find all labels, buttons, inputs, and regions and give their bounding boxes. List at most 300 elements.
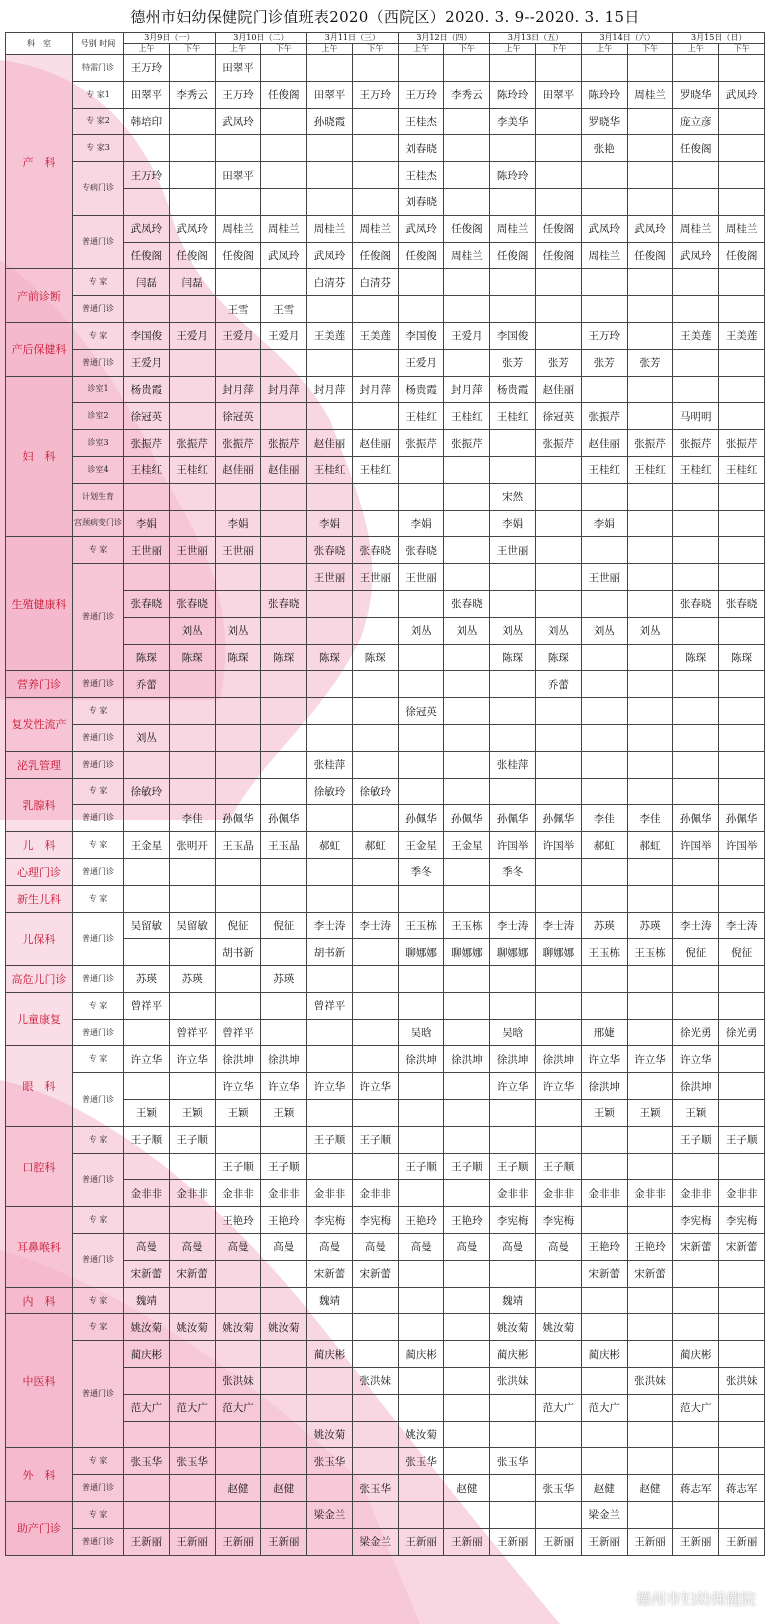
doctor-cell xyxy=(581,1448,627,1475)
doctor-cell xyxy=(719,135,765,162)
doctor-cell: 赵佳丽 xyxy=(307,430,353,457)
doctor-cell xyxy=(124,1207,170,1234)
doctor-cell: 封月萍 xyxy=(307,376,353,403)
doctor-cell xyxy=(124,1368,170,1395)
doctor-cell xyxy=(398,1260,444,1287)
doctor-cell xyxy=(352,590,398,617)
pm-header: 下午 xyxy=(536,44,582,55)
clinic-type: 专 家3 xyxy=(73,135,124,162)
schedule-row xyxy=(6,1502,765,1529)
doctor-cell: 赵佳丽 xyxy=(261,456,307,483)
doctor-cell: 乔蕾 xyxy=(124,671,170,698)
doctor-cell: 金非非 xyxy=(352,1180,398,1207)
doctor-cell xyxy=(627,188,673,215)
doctor-cell: 白清芬 xyxy=(307,269,353,296)
doctor-cell: 王爱月 xyxy=(124,349,170,376)
clinic-type: 专 家2 xyxy=(73,108,124,135)
doctor-cell xyxy=(673,349,719,376)
doctor-cell: 周桂兰 xyxy=(352,215,398,242)
doctor-cell xyxy=(261,135,307,162)
doctor-cell xyxy=(673,617,719,644)
doctor-cell xyxy=(307,1368,353,1395)
doctor-cell xyxy=(490,1126,536,1153)
doctor-cell xyxy=(444,858,490,885)
doctor-cell xyxy=(307,55,353,82)
doctor-cell: 任俊阁 xyxy=(627,242,673,269)
doctor-cell: 王子顺 xyxy=(261,1153,307,1180)
doctor-cell xyxy=(261,483,307,510)
schedule-row xyxy=(6,671,765,698)
doctor-cell: 王子顺 xyxy=(124,1126,170,1153)
day-header: 3月13日（五） xyxy=(490,33,582,44)
doctor-cell: 田翠平 xyxy=(536,81,582,108)
doctor-cell xyxy=(581,1126,627,1153)
doctor-cell: 王金星 xyxy=(124,832,170,859)
doctor-cell xyxy=(719,1314,765,1341)
doctor-cell: 金非非 xyxy=(261,1180,307,1207)
schedule-row xyxy=(6,912,765,939)
doctor-cell xyxy=(490,966,536,993)
department-name: 乳腺科 xyxy=(6,778,73,832)
doctor-cell: 徐洪坤 xyxy=(261,1046,307,1073)
doctor-cell: 高曼 xyxy=(444,1234,490,1261)
doctor-cell xyxy=(673,1421,719,1448)
schedule-row xyxy=(6,805,765,832)
doctor-cell xyxy=(719,537,765,564)
doctor-cell: 周桂兰 xyxy=(673,215,719,242)
department-name: 高危儿门诊 xyxy=(6,966,73,993)
doctor-cell: 邢婕 xyxy=(581,1019,627,1046)
doctor-cell: 王爱月 xyxy=(444,322,490,349)
schedule-row xyxy=(6,269,765,296)
doctor-cell: 吴晗 xyxy=(490,1019,536,1046)
doctor-cell: 陈琛 xyxy=(307,644,353,671)
doctor-cell: 李宪梅 xyxy=(719,1207,765,1234)
doctor-cell: 张春晓 xyxy=(261,590,307,617)
doctor-cell xyxy=(627,564,673,591)
doctor-cell xyxy=(261,939,307,966)
doctor-cell: 张芳 xyxy=(536,349,582,376)
department-name: 口腔科 xyxy=(6,1126,73,1206)
doctor-cell: 罗晓华 xyxy=(673,81,719,108)
doctor-cell xyxy=(719,1448,765,1475)
doctor-cell: 刘丛 xyxy=(627,617,673,644)
doctor-cell xyxy=(215,135,261,162)
doctor-cell xyxy=(215,349,261,376)
doctor-cell xyxy=(352,1314,398,1341)
wechat-icon xyxy=(615,1593,633,1607)
doctor-cell: 王桂红 xyxy=(673,456,719,483)
doctor-cell: 蔺庆彬 xyxy=(581,1341,627,1368)
doctor-cell: 武凤玲 xyxy=(581,215,627,242)
doctor-cell: 王子顺 xyxy=(490,1153,536,1180)
doctor-cell xyxy=(215,751,261,778)
doctor-cell xyxy=(169,1368,215,1395)
doctor-cell: 王子顺 xyxy=(169,1126,215,1153)
schedule-row xyxy=(6,349,765,376)
wechat-watermark xyxy=(615,1588,756,1609)
doctor-cell: 宋新蕾 xyxy=(627,1260,673,1287)
doctor-cell: 王桂红 xyxy=(169,456,215,483)
doctor-cell: 王艳玲 xyxy=(398,1207,444,1234)
doctor-cell xyxy=(627,403,673,430)
doctor-cell xyxy=(536,564,582,591)
doctor-cell xyxy=(627,135,673,162)
doctor-cell xyxy=(124,1421,170,1448)
doctor-cell xyxy=(627,1502,673,1529)
doctor-cell: 李国俊 xyxy=(490,322,536,349)
doctor-cell xyxy=(673,1287,719,1314)
doctor-cell: 曾祥平 xyxy=(215,1019,261,1046)
doctor-cell: 吴留敏 xyxy=(169,912,215,939)
doctor-cell: 李娟 xyxy=(490,510,536,537)
doctor-cell: 赵佳丽 xyxy=(536,376,582,403)
doctor-cell: 金非非 xyxy=(536,1180,582,1207)
doctor-cell xyxy=(719,671,765,698)
doctor-cell: 王艳玲 xyxy=(215,1207,261,1234)
doctor-cell: 刘丛 xyxy=(444,617,490,644)
am-header: 上午 xyxy=(398,44,444,55)
doctor-cell: 陈琛 xyxy=(490,644,536,671)
doctor-cell xyxy=(307,724,353,751)
doctor-cell xyxy=(490,188,536,215)
doctor-cell xyxy=(352,296,398,323)
doctor-cell: 王子顺 xyxy=(398,1153,444,1180)
doctor-cell: 周桂兰 xyxy=(444,242,490,269)
am-header: 上午 xyxy=(307,44,353,55)
doctor-cell: 张洪妹 xyxy=(627,1368,673,1395)
doctor-cell: 周桂兰 xyxy=(719,215,765,242)
doctor-cell: 任俊阁 xyxy=(261,81,307,108)
doctor-cell xyxy=(719,1046,765,1073)
doctor-cell xyxy=(581,966,627,993)
doctor-cell xyxy=(444,188,490,215)
doctor-cell: 杨贵霞 xyxy=(124,376,170,403)
doctor-cell xyxy=(398,1126,444,1153)
doctor-cell: 张洪妹 xyxy=(352,1368,398,1395)
doctor-cell xyxy=(627,1314,673,1341)
type-time-column-header: 号别 时间 xyxy=(73,33,124,55)
doctor-cell: 王美莲 xyxy=(307,322,353,349)
doctor-cell: 李国俊 xyxy=(398,322,444,349)
doctor-cell xyxy=(627,55,673,82)
doctor-cell xyxy=(169,510,215,537)
doctor-cell xyxy=(261,537,307,564)
doctor-cell xyxy=(124,483,170,510)
doctor-cell xyxy=(719,1260,765,1287)
doctor-cell: 刘丛 xyxy=(124,724,170,751)
doctor-cell: 王新丽 xyxy=(169,1528,215,1555)
doctor-cell xyxy=(581,483,627,510)
doctor-cell xyxy=(352,1287,398,1314)
doctor-cell xyxy=(444,751,490,778)
doctor-cell: 王桂杰 xyxy=(398,108,444,135)
doctor-cell: 王艳玲 xyxy=(444,1207,490,1234)
doctor-cell: 闫磊 xyxy=(169,269,215,296)
doctor-cell xyxy=(627,1287,673,1314)
doctor-cell: 陈琛 xyxy=(673,644,719,671)
doctor-cell xyxy=(581,188,627,215)
doctor-cell: 金非非 xyxy=(124,1180,170,1207)
doctor-cell xyxy=(398,483,444,510)
doctor-cell xyxy=(444,55,490,82)
doctor-cell: 田翠平 xyxy=(124,81,170,108)
doctor-cell: 张玉华 xyxy=(124,1448,170,1475)
doctor-cell: 倪征 xyxy=(215,912,261,939)
doctor-cell: 张春晓 xyxy=(169,590,215,617)
doctor-cell xyxy=(673,162,719,189)
doctor-cell xyxy=(444,1368,490,1395)
schedule-row xyxy=(6,1153,765,1180)
day-header: 3月11日（三） xyxy=(307,33,399,44)
clinic-type: 专 家 xyxy=(73,1126,124,1153)
doctor-cell xyxy=(490,1394,536,1421)
doctor-cell xyxy=(444,1073,490,1100)
doctor-cell xyxy=(536,1126,582,1153)
doctor-cell: 田翠平 xyxy=(215,55,261,82)
doctor-cell: 刘丛 xyxy=(215,617,261,644)
doctor-cell: 郝虹 xyxy=(581,832,627,859)
doctor-cell xyxy=(719,403,765,430)
doctor-cell xyxy=(490,1260,536,1287)
doctor-cell xyxy=(673,1314,719,1341)
doctor-cell xyxy=(398,1475,444,1502)
doctor-cell xyxy=(719,483,765,510)
doctor-cell xyxy=(673,510,719,537)
doctor-cell: 武凤玲 xyxy=(719,81,765,108)
doctor-cell xyxy=(536,55,582,82)
doctor-cell xyxy=(169,1073,215,1100)
doctor-cell: 王子顺 xyxy=(536,1153,582,1180)
doctor-cell xyxy=(215,858,261,885)
doctor-cell xyxy=(352,724,398,751)
clinic-type: 宫颈病变门诊 xyxy=(73,510,124,537)
clinic-type: 普通门诊 xyxy=(73,858,124,885)
doctor-cell xyxy=(124,135,170,162)
doctor-cell xyxy=(673,724,719,751)
doctor-cell xyxy=(444,162,490,189)
doctor-cell xyxy=(581,724,627,751)
doctor-cell: 张振芹 xyxy=(444,430,490,457)
doctor-cell xyxy=(627,698,673,725)
department-name: 耳鼻喉科 xyxy=(6,1207,73,1287)
schedule-row xyxy=(6,858,765,885)
doctor-cell xyxy=(169,296,215,323)
doctor-cell xyxy=(307,1475,353,1502)
doctor-cell xyxy=(444,564,490,591)
schedule-row xyxy=(6,1475,765,1502)
doctor-cell: 金非非 xyxy=(719,1180,765,1207)
doctor-cell: 徐洪坤 xyxy=(215,1046,261,1073)
doctor-cell xyxy=(352,992,398,1019)
doctor-cell xyxy=(536,992,582,1019)
doctor-cell: 王万玲 xyxy=(124,55,170,82)
doctor-cell: 季冬 xyxy=(398,858,444,885)
doctor-cell: 王桂红 xyxy=(444,403,490,430)
doctor-cell: 张春晓 xyxy=(352,537,398,564)
pm-header: 下午 xyxy=(261,44,307,55)
doctor-cell: 王万玲 xyxy=(124,162,170,189)
clinic-type: 专 家 xyxy=(73,1448,124,1475)
doctor-cell: 梁金兰 xyxy=(581,1502,627,1529)
schedule-row xyxy=(6,296,765,323)
doctor-cell xyxy=(627,322,673,349)
doctor-cell: 任俊阁 xyxy=(673,135,719,162)
doctor-cell xyxy=(581,376,627,403)
doctor-cell xyxy=(215,590,261,617)
doctor-cell: 金非非 xyxy=(627,1180,673,1207)
doctor-cell xyxy=(215,1502,261,1529)
doctor-cell: 李国俊 xyxy=(124,322,170,349)
doctor-cell: 赵健 xyxy=(215,1475,261,1502)
doctor-cell: 赵健 xyxy=(627,1475,673,1502)
doctor-cell xyxy=(352,1153,398,1180)
doctor-cell xyxy=(215,1341,261,1368)
doctor-cell xyxy=(490,671,536,698)
doctor-cell xyxy=(490,55,536,82)
doctor-cell xyxy=(536,135,582,162)
pm-header: 下午 xyxy=(169,44,215,55)
doctor-cell xyxy=(673,1260,719,1287)
doctor-cell: 高曼 xyxy=(261,1234,307,1261)
doctor-cell: 张玉华 xyxy=(536,1475,582,1502)
doctor-cell xyxy=(124,939,170,966)
doctor-cell: 王颖 xyxy=(261,1100,307,1127)
doctor-cell xyxy=(352,858,398,885)
doctor-cell: 魏靖 xyxy=(124,1287,170,1314)
doctor-cell xyxy=(627,296,673,323)
doctor-cell: 王子顺 xyxy=(352,1126,398,1153)
doctor-cell: 王子顺 xyxy=(719,1126,765,1153)
clinic-type: 专 家 xyxy=(73,885,124,912)
doctor-cell: 李士涛 xyxy=(673,912,719,939)
doctor-cell xyxy=(627,1073,673,1100)
doctor-cell: 徐冠英 xyxy=(215,403,261,430)
doctor-cell xyxy=(398,1394,444,1421)
doctor-cell: 魏靖 xyxy=(490,1287,536,1314)
doctor-cell xyxy=(536,1260,582,1287)
clinic-type: 专 家 xyxy=(73,1287,124,1314)
doctor-cell: 蔺庆彬 xyxy=(673,1341,719,1368)
doctor-cell xyxy=(673,55,719,82)
doctor-cell: 倪征 xyxy=(673,939,719,966)
doctor-cell xyxy=(124,1019,170,1046)
clinic-type: 普通门诊 xyxy=(73,1341,124,1448)
doctor-cell xyxy=(673,296,719,323)
doctor-cell xyxy=(352,966,398,993)
clinic-type: 专病门诊 xyxy=(73,162,124,216)
doctor-cell xyxy=(215,1287,261,1314)
doctor-cell: 许立华 xyxy=(352,1073,398,1100)
doctor-cell: 高曼 xyxy=(490,1234,536,1261)
day-header: 3月9日（一） xyxy=(124,33,216,44)
doctor-cell xyxy=(261,403,307,430)
doctor-cell: 王玉晶 xyxy=(215,832,261,859)
doctor-cell xyxy=(352,1100,398,1127)
doctor-cell xyxy=(261,1341,307,1368)
doctor-cell xyxy=(673,671,719,698)
doctor-cell xyxy=(719,1287,765,1314)
doctor-cell xyxy=(169,108,215,135)
department-name: 泌乳管理 xyxy=(6,751,73,778)
doctor-cell xyxy=(261,617,307,644)
doctor-cell: 徐洪坤 xyxy=(490,1046,536,1073)
schedule-row xyxy=(6,751,765,778)
doctor-cell: 张振芹 xyxy=(719,430,765,457)
doctor-cell xyxy=(261,778,307,805)
doctor-cell: 许立华 xyxy=(536,1073,582,1100)
clinic-type: 普通门诊 xyxy=(73,296,124,323)
clinic-type: 专 家1 xyxy=(73,81,124,108)
doctor-cell xyxy=(169,162,215,189)
doctor-cell xyxy=(536,1502,582,1529)
doctor-cell: 王桂杰 xyxy=(398,162,444,189)
doctor-cell xyxy=(719,617,765,644)
doctor-cell: 王金星 xyxy=(398,832,444,859)
doctor-cell: 王桂红 xyxy=(307,456,353,483)
doctor-cell: 许立华 xyxy=(261,1073,307,1100)
doctor-cell xyxy=(490,135,536,162)
clinic-type: 专 家 xyxy=(73,778,124,805)
doctor-cell xyxy=(444,966,490,993)
doctor-cell xyxy=(215,698,261,725)
clinic-type: 专 家 xyxy=(73,1046,124,1073)
schedule-row xyxy=(6,832,765,859)
doctor-cell xyxy=(398,885,444,912)
doctor-cell xyxy=(398,1314,444,1341)
doctor-cell: 蒋志军 xyxy=(673,1475,719,1502)
doctor-cell: 张春晓 xyxy=(444,590,490,617)
doctor-cell xyxy=(124,1502,170,1529)
doctor-cell: 蔺庆彬 xyxy=(398,1341,444,1368)
doctor-cell xyxy=(398,1502,444,1529)
doctor-cell xyxy=(307,590,353,617)
doctor-cell: 张洪妹 xyxy=(719,1368,765,1395)
doctor-cell: 蔺庆彬 xyxy=(307,1341,353,1368)
department-name: 儿保科 xyxy=(6,912,73,966)
doctor-cell: 张振芹 xyxy=(124,430,170,457)
doctor-cell: 李娟 xyxy=(124,510,170,537)
doctor-cell: 罗晓华 xyxy=(581,108,627,135)
doctor-cell xyxy=(307,617,353,644)
doctor-cell: 张玉华 xyxy=(398,1448,444,1475)
doctor-cell: 吴晗 xyxy=(398,1019,444,1046)
doctor-cell xyxy=(169,778,215,805)
doctor-cell: 武凤玲 xyxy=(124,215,170,242)
doctor-cell xyxy=(581,885,627,912)
schedule-row xyxy=(6,430,765,457)
doctor-cell: 宋然 xyxy=(490,483,536,510)
doctor-cell: 陈琛 xyxy=(719,644,765,671)
doctor-cell xyxy=(444,1287,490,1314)
doctor-cell xyxy=(444,724,490,751)
doctor-cell: 赵健 xyxy=(444,1475,490,1502)
doctor-cell xyxy=(169,992,215,1019)
department-name: 产后保健科 xyxy=(6,322,73,376)
clinic-type: 专 家 xyxy=(73,698,124,725)
pm-header: 下午 xyxy=(352,44,398,55)
doctor-cell xyxy=(581,992,627,1019)
doctor-cell: 许立华 xyxy=(490,1073,536,1100)
doctor-cell: 徐光勇 xyxy=(719,1019,765,1046)
doctor-cell: 张芳 xyxy=(581,349,627,376)
doctor-cell: 金非非 xyxy=(169,1180,215,1207)
doctor-cell xyxy=(627,724,673,751)
doctor-cell xyxy=(352,939,398,966)
schedule-row xyxy=(6,403,765,430)
doctor-cell: 王金星 xyxy=(444,832,490,859)
doctor-cell: 赵健 xyxy=(581,1475,627,1502)
